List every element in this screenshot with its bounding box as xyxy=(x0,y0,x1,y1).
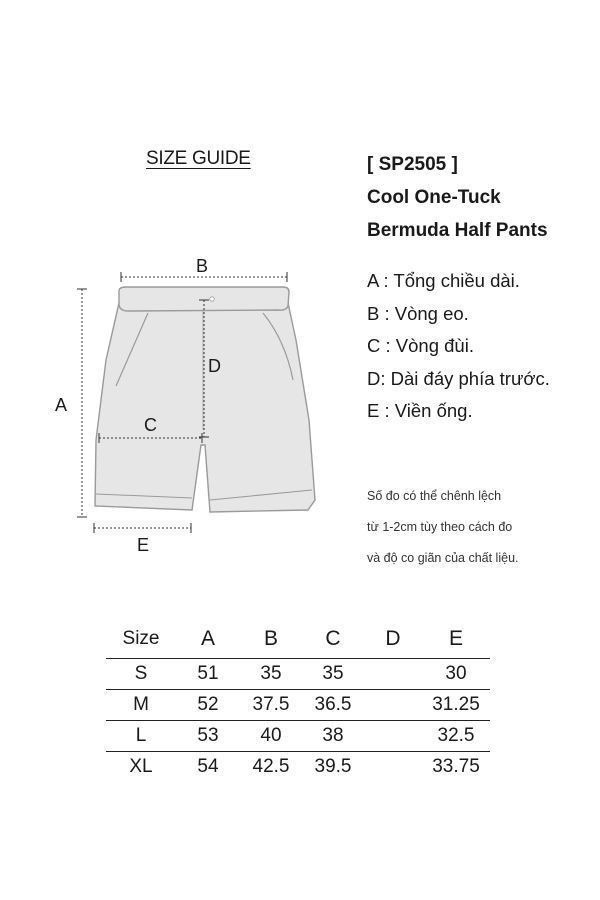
cell-a: 54 xyxy=(176,752,240,783)
cell-d xyxy=(364,721,422,752)
cell-a: 51 xyxy=(176,659,240,690)
legend-item-c: C : Vòng đùi. xyxy=(367,335,474,356)
cell-e: 32.5 xyxy=(422,721,490,752)
shorts-body xyxy=(95,303,315,512)
size-table xyxy=(106,620,490,782)
cell-e: 33.75 xyxy=(422,752,490,783)
cell-a: 53 xyxy=(176,721,240,752)
cell-size: L xyxy=(106,721,176,752)
legend-item-d: D: Dài đáy phía trước. xyxy=(367,367,550,389)
cell-d xyxy=(364,752,422,783)
cell-size: XL xyxy=(106,752,176,783)
dimension-b-label: B xyxy=(196,256,209,276)
cell-d xyxy=(364,690,422,721)
product-code: [ SP2505 ] xyxy=(367,154,458,175)
table-row xyxy=(106,659,490,690)
header-a: A xyxy=(200,627,215,650)
note-line-2: từ 1-2cm tùy theo cách đo xyxy=(367,520,513,534)
cell-c: 36.5 xyxy=(302,690,364,721)
cell-d xyxy=(364,659,422,690)
dimension-d-label: D xyxy=(208,356,221,376)
header-e: E xyxy=(448,627,463,650)
header-c: C xyxy=(325,627,341,650)
cell-size: M xyxy=(106,690,176,721)
dimension-e-label: E xyxy=(137,535,150,555)
cell-b: 40 xyxy=(240,721,302,752)
table-header-row xyxy=(106,620,490,659)
cell-a: 52 xyxy=(176,690,240,721)
header-b: B xyxy=(263,627,278,650)
dimension-a-label: A xyxy=(55,395,68,415)
note-line-1: Số đo có thể chênh lệch xyxy=(367,489,502,503)
cell-c: 35 xyxy=(302,659,364,690)
note-line-3: và độ co giãn của chất liệu. xyxy=(367,551,519,565)
shorts-waistband xyxy=(119,287,289,311)
size-guide-title: SIZE GUIDE xyxy=(146,148,251,169)
cell-e: 31.25 xyxy=(422,690,490,721)
cell-c: 38 xyxy=(302,721,364,752)
product-name-line2: Bermuda Half Pants xyxy=(367,220,548,241)
waist-button xyxy=(210,297,214,301)
cell-b: 42.5 xyxy=(240,752,302,783)
header-d: D xyxy=(385,627,401,650)
legend-item-b: B : Vòng eo. xyxy=(367,302,469,324)
cell-b: 35 xyxy=(240,659,302,690)
dimension-c-label: C xyxy=(144,415,157,435)
table-row xyxy=(106,690,490,721)
cell-size: S xyxy=(106,659,176,690)
table-row xyxy=(106,721,490,752)
header-size: Size xyxy=(122,628,160,649)
legend-item-a: A : Tổng chiều dài. xyxy=(367,270,520,291)
table-row xyxy=(106,752,490,783)
product-name-line1: Cool One-Tuck xyxy=(367,187,501,208)
cell-b: 37.5 xyxy=(240,690,302,721)
cell-e: 30 xyxy=(422,659,490,690)
cell-c: 39.5 xyxy=(302,752,364,783)
legend-item-e: E : Viền ống. xyxy=(367,400,473,421)
